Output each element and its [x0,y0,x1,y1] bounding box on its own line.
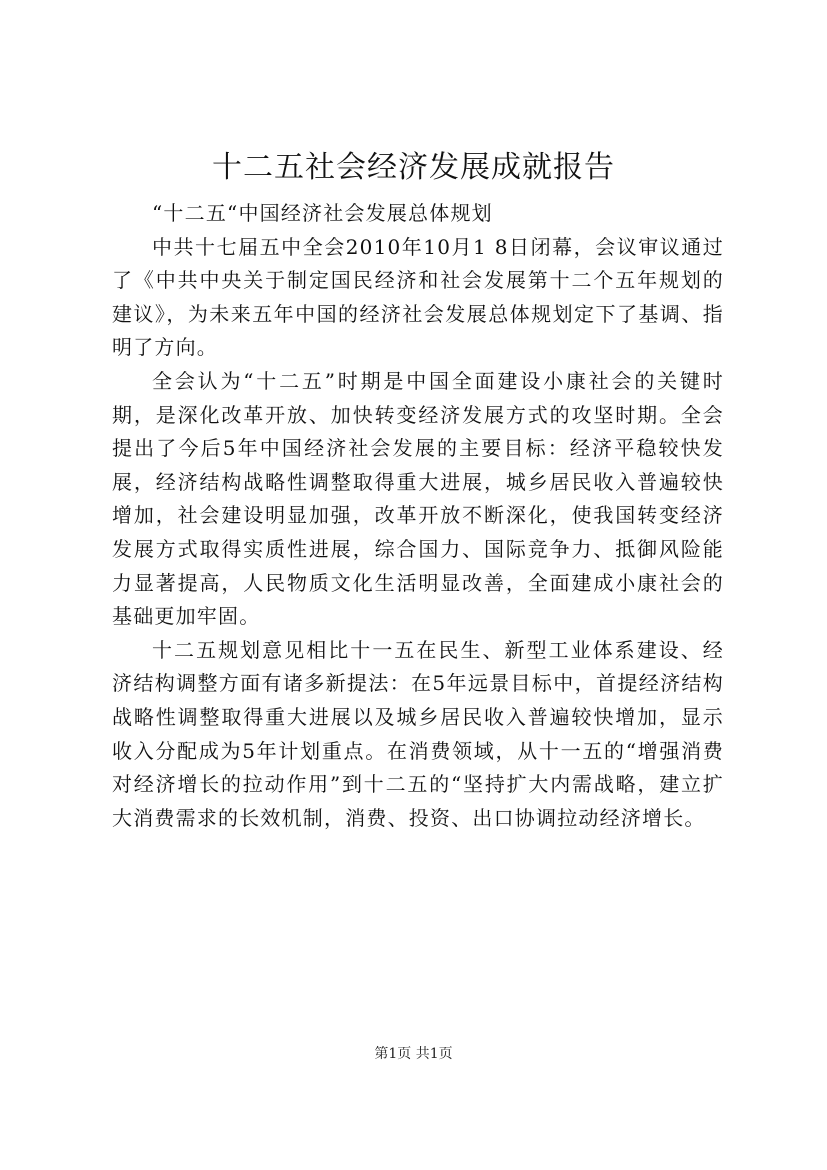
page-footer: 第1页 共1页 [374,1046,453,1062]
document-title: 十二五社会经济发展成就报告 [212,150,615,185]
paragraph: 全会认为“十二五”时期是中国全面建设小康社会的关键时期，是深化改革开放、加快转变经济发展方式的攻坚时期。全会提出了今后5年中国经济社会发展的主要目标：经济平稳较快发展，经济结构战略性调整取得重大进展，城乡居民收入普遍较快增加，社会建设明显加强，改革开放不断深化，使我国转变经济发展方式取得实质性进展，综合国力、国际竞争力、抵御风险能力显著提高，人民物质文化生活明显改善，全面建成小康社会的基础更加牢固。 [112,368,724,629]
paragraph-heading: “十二五“中国经济社会发展总体规划 [152,201,493,225]
document-body [112,197,724,835]
paragraph: 十二五规划意见相比十一五在民生、新型工业体系建设、经济结构调整方面有诸多新提法：在5年远景目标中，首提经济结构战略性调整取得重大进展以及城乡居民收入普遍较快增加，显示收入分配成为5年计划重点。在消费领域，从十一五的“增强消费对经济增长的拉动作用”到十二五的“坚持扩大内需战略，建立扩大消费需求的长效机制，消费、投资、出口协调拉动经济增长。 [112,637,724,830]
paragraph: 中共十七届五中全会2010年10月1 8日闭幕，会议审议通过了《中共中央关于制定国民经济和社会发展第十二个五年规划的建议》，为未来五年中国的经济社会发展总体规划定下了基调、指明了方向。 [112,234,724,360]
